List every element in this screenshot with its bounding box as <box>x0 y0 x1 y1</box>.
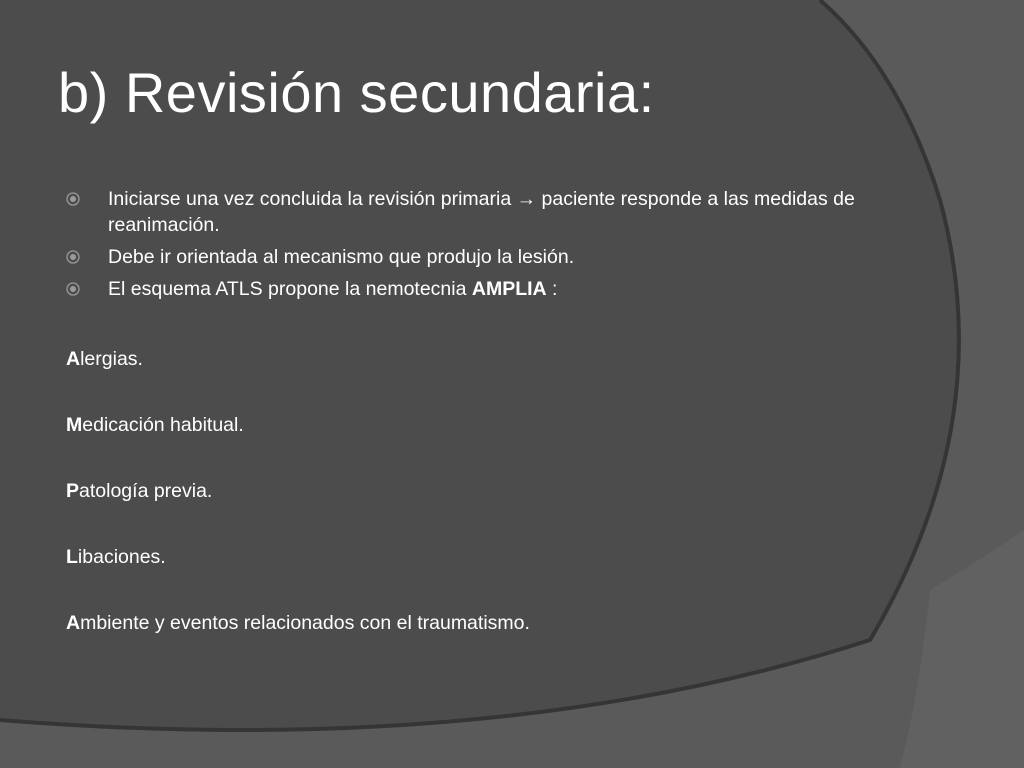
bullet-list <box>66 186 866 308</box>
mnemonic-initial: A <box>66 612 81 634</box>
mnemonic-item-alergias <box>66 346 530 412</box>
circle-bullet-icon <box>66 282 80 296</box>
mnemonic-initial: A <box>66 348 81 370</box>
mnemonic-text: mbiente y eventos relacionados con el traumatismo. <box>80 612 530 634</box>
mnemonic-item-libaciones <box>66 544 530 610</box>
bullet-text: Debe ir orientada al mecanismo que produjo la lesión. <box>108 246 575 268</box>
mnemonic-word: AMPLIA <box>471 278 547 300</box>
mnemonic-item-medicacion <box>66 412 530 478</box>
mnemonic-text: edicación habitual. <box>82 414 244 436</box>
bullet-item-2 <box>66 244 866 270</box>
mnemonic-item-patologia <box>66 478 530 544</box>
bullet-item-3 <box>66 276 866 302</box>
bullet-text: Iniciarse una vez concluida la revisión primaria <box>108 188 517 210</box>
bullet-text: El esquema ATLS propone la nemotecnia <box>108 278 472 300</box>
mnemonic-initial: M <box>66 414 83 436</box>
mnemonic-item-ambiente <box>66 610 530 676</box>
circle-bullet-icon <box>66 250 80 264</box>
bullet-text-cont: : <box>546 278 558 300</box>
mnemonic-initial: L <box>66 546 78 568</box>
mnemonic-initial: P <box>66 480 80 502</box>
mnemonic-text: ibaciones. <box>77 546 166 568</box>
mnemonic-text: lergias. <box>80 348 143 370</box>
circle-bullet-icon <box>66 192 80 206</box>
bullet-item-1 <box>66 186 866 238</box>
arrow-symbol: → <box>516 188 537 210</box>
mnemonic-text: atología previa. <box>79 480 213 502</box>
bullet-text-cont: paciente responde a las medidas de reanimación. <box>108 188 855 236</box>
slide-title: b) Revisión secundaria: <box>58 61 655 124</box>
mnemonic-list <box>66 346 530 676</box>
